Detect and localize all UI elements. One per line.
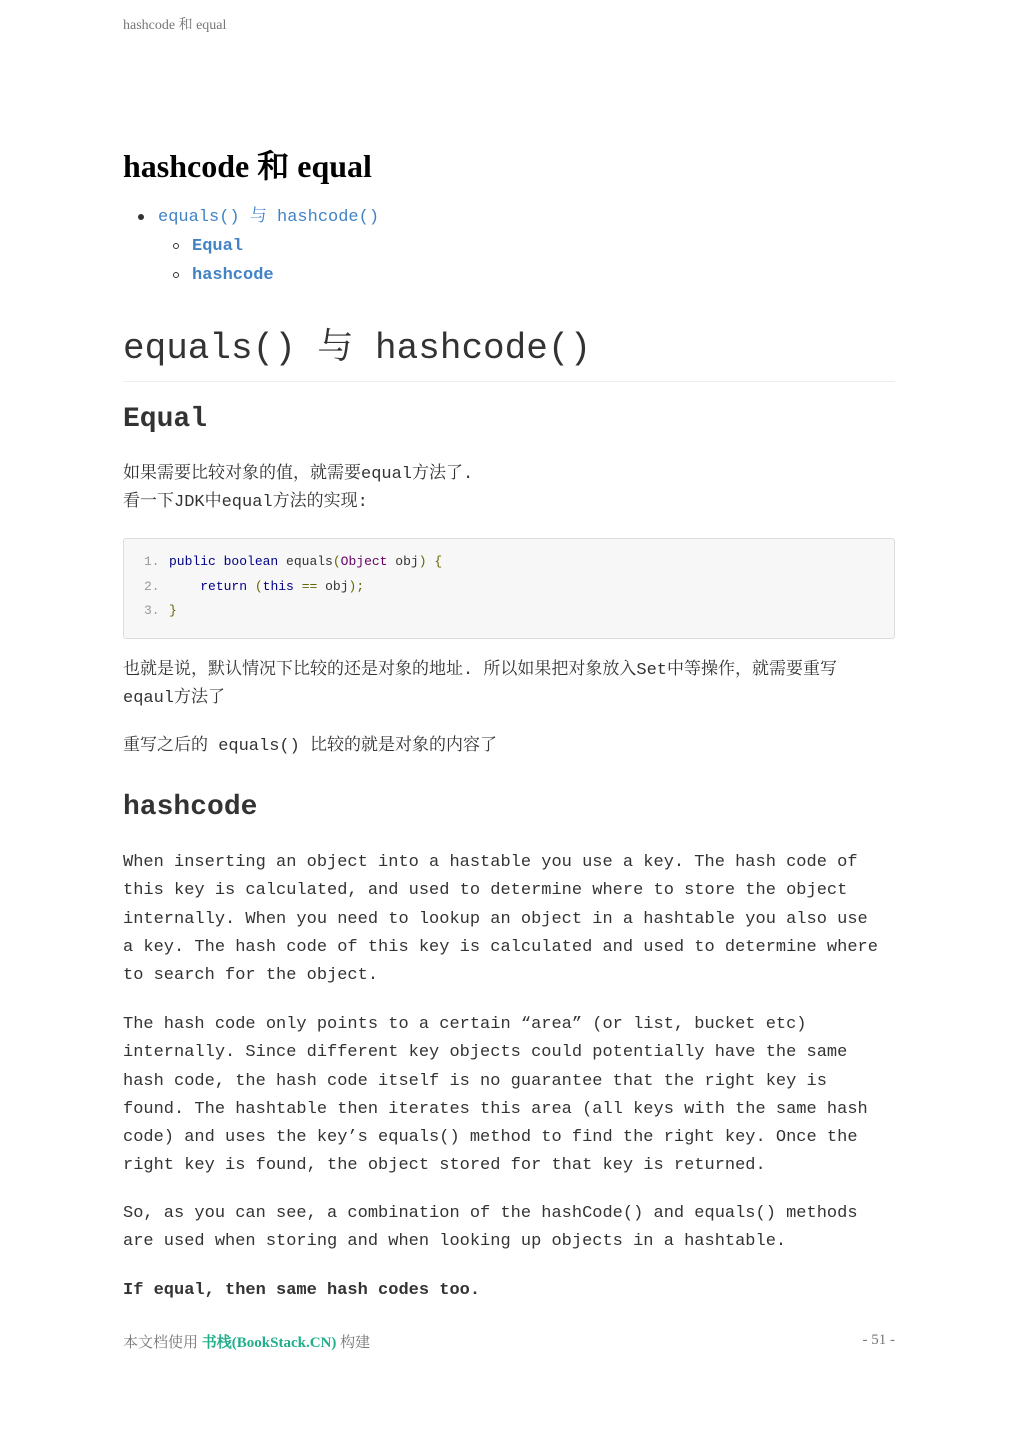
table-of-contents (123, 203, 379, 290)
subsection-heading-hashcode: hashcode (123, 792, 258, 823)
section-heading-equals-hashcode: equals() 与 hashcode() (123, 318, 895, 382)
text-line: internally. When you need to lookup an object in a hashtable you also use (123, 909, 868, 929)
line-number: 3. (144, 603, 160, 618)
text-line: code) and uses the key’s equals() method to find the right key. Once the (123, 1128, 858, 1148)
conclusion-paragraph (123, 1277, 895, 1305)
running-header: hashcode 和 equal (123, 18, 227, 33)
text-line: If equal, then same hash codes too. (123, 1281, 481, 1300)
equal-after-paragraph (123, 657, 895, 714)
text-line: hash code, the hash code itself is no guarantee that the right key is (123, 1071, 827, 1091)
code-line-2: 2. return (this == obj); (144, 579, 365, 594)
code-block (123, 538, 895, 639)
toc-item-equal[interactable]: Equal (123, 232, 379, 261)
line-number: 2. (144, 579, 160, 594)
footer-brand-link[interactable]: 书栈(BookStack.CN) (201, 1335, 337, 1351)
text-line: eqaul方法了 (123, 689, 226, 709)
text-line: When inserting an object into a hastable you use a key. The hash code of (123, 853, 858, 872)
text-line: The hash code only points to a certain “area” (or list, bucket etc) (123, 1015, 807, 1034)
toc-item-hashcode[interactable]: hashcode (123, 261, 379, 290)
text-line: found. The hashtable then iterates this area (all keys with the same hash (123, 1099, 868, 1119)
text-line: a key. The hash code of this key is calculated and used to determine where (123, 937, 878, 957)
line-number: 1. (144, 554, 160, 569)
footer-suffix: 构建 (336, 1335, 371, 1351)
text-line: internally. Since different key objects could potentially have the same (123, 1043, 848, 1063)
text-line: right key is found, the object stored for that key is returned. (123, 1156, 766, 1176)
text-line: to search for the object. (123, 966, 379, 986)
text-line: 重写之后的 equals() 比较的就是对象的内容了 (123, 737, 498, 756)
hashcode-paragraph-3 (123, 1200, 895, 1257)
equal-intro-paragraph (123, 461, 895, 518)
override-paragraph (123, 733, 895, 761)
text-line: 如果需要比较对象的值，就需要equal方法了. (123, 465, 474, 484)
footer-prefix: 本文档使用 (123, 1335, 202, 1351)
hashcode-paragraph-2 (123, 1011, 895, 1181)
text-line: 也就是说，默认情况下比较的还是对象的地址. 所以如果把对象放入Set中等操作，就需要重写 (123, 661, 838, 680)
document-title: hashcode 和 equal (123, 148, 372, 184)
code-line-3: 3. } (144, 603, 177, 618)
text-line: are used when storing and when looking up objects in a hashtable. (123, 1232, 787, 1252)
text-line: So, as you can see, a combination of the hashCode() and equals() methods (123, 1204, 858, 1223)
subsection-heading-equal: Equal (123, 404, 208, 435)
hashcode-paragraph-1 (123, 849, 895, 990)
page-number: - 51 - (862, 1332, 895, 1348)
text-line: 看一下JDK中equal方法的实现: (123, 493, 368, 513)
code-line-1: 1. public boolean equals(Object obj) { (144, 554, 443, 569)
text-line: this key is calculated, and used to determine where to store the object (123, 881, 848, 901)
toc-item-equals-hashcode[interactable]: equals() 与 hashcode() (123, 203, 379, 232)
footer-credit (123, 1331, 370, 1352)
